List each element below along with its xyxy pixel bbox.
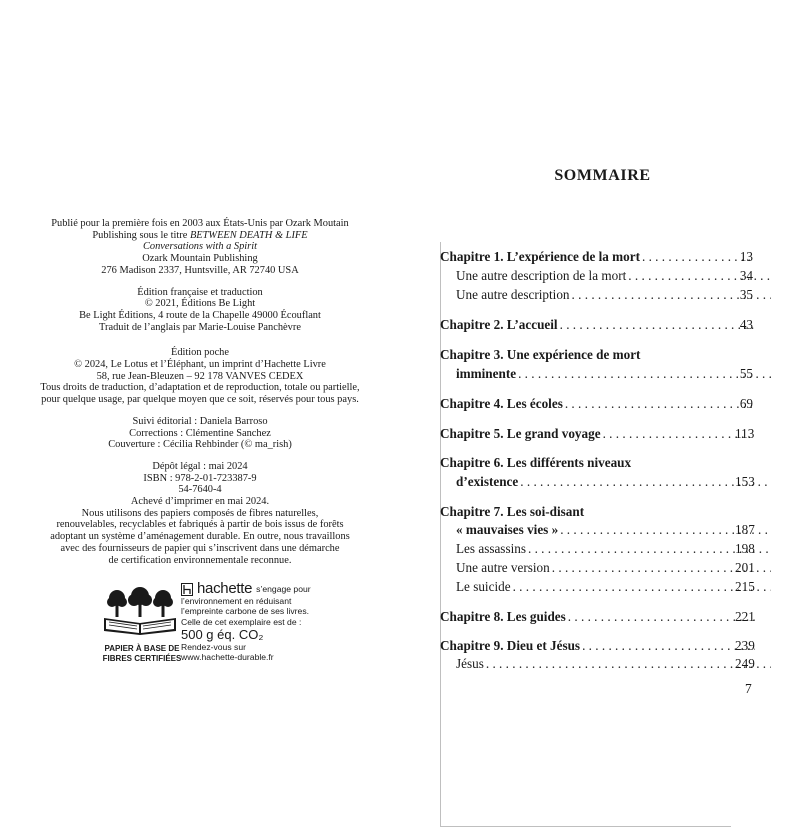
toc-entry-page: 239 bbox=[735, 638, 755, 653]
toc-entry-label: Chapitre 6. Les différents niveaux bbox=[440, 455, 632, 470]
toc-entry-page: 201 bbox=[735, 560, 755, 575]
toc-entry-page: 221 bbox=[735, 609, 755, 624]
toc-entry-chapter-6[interactable] bbox=[440, 455, 755, 471]
toc-title: SOMMAIRE bbox=[554, 167, 651, 184]
hachette-header bbox=[181, 580, 331, 598]
toc-entry-label: Chapitre 5. Le grand voyage bbox=[440, 426, 601, 441]
french-edition-line: Édition française et traduction bbox=[137, 286, 263, 298]
toc-entry-label: Une autre description bbox=[456, 287, 570, 302]
hachette-engage-text: s’engage pour bbox=[256, 584, 311, 595]
legal-line: avec des fournisseurs de papier qui s’inscrivent dans une démarche bbox=[60, 542, 340, 554]
toc-entry-chapter-3-continued[interactable] bbox=[440, 366, 771, 382]
hachette-line: l’environnement en réduisant bbox=[181, 596, 292, 606]
toc-entry-page: 55 bbox=[739, 366, 753, 381]
pocket-edition-line: Édition poche bbox=[170, 347, 229, 359]
toc-entry-label: Chapitre 4. Les écoles bbox=[440, 396, 563, 411]
toc-entry-chapter-7-continued[interactable] bbox=[440, 522, 771, 538]
toc-entry-label: Jésus bbox=[456, 656, 484, 671]
toc-entry-chapter-3[interactable] bbox=[440, 347, 755, 363]
toc-entry-page: 198 bbox=[735, 541, 755, 556]
toc-entry-chapter-1[interactable] bbox=[440, 249, 755, 265]
toc-leader-dots bbox=[518, 474, 771, 490]
first-publication-line: Publié pour la première fois en 2003 aux États-Unis par Ozark Moutain bbox=[51, 218, 349, 229]
pocket-edition-line: Tous droits de traduction, d’adaptation et de reproduction, totale ou partielle, bbox=[40, 382, 360, 394]
page-number: 7 bbox=[745, 681, 752, 696]
legal-line: renouvelables, recyclables et fabriqués à partir de bois issus de forêts bbox=[56, 519, 344, 531]
toc-leader-dots bbox=[580, 638, 755, 654]
toc-entry-chapter-2[interactable] bbox=[440, 317, 755, 333]
toc-entry-chapter-5[interactable] bbox=[440, 426, 755, 442]
toc-entry-page: 43 bbox=[739, 317, 753, 332]
hachette-logo-icon bbox=[181, 583, 193, 596]
certified-fibre-trees-icon bbox=[100, 585, 180, 635]
first-publication-line: Publishing sous le titre BETWEEN DEATH & LIFE bbox=[92, 229, 308, 241]
toc-entry-label: Chapitre 2. L’accueil bbox=[440, 317, 558, 332]
toc-leader-dots bbox=[511, 579, 771, 595]
toc-entry-label: Les assassins bbox=[456, 541, 526, 556]
credit-line: Couverture : Cécilia Rehbinder (© ma_rish) bbox=[108, 439, 292, 451]
french-edition-line: © 2021, Éditions Be Light bbox=[144, 298, 256, 310]
toc-entry-subsection[interactable] bbox=[440, 268, 771, 284]
hachette-environment-note bbox=[181, 580, 331, 663]
pocket-edition-line: 58, rue Jean-Bleuzen – 92 178 VANVES CEDEX bbox=[96, 370, 304, 382]
original-publisher: Ozark Mountain Publishing bbox=[142, 253, 258, 265]
toc-entry-chapter-7[interactable] bbox=[440, 504, 755, 520]
toc-entry-page: 187 bbox=[735, 522, 755, 537]
toc-entry-chapter-4[interactable] bbox=[440, 396, 755, 412]
toc-entry-label: Une autre description de la mort bbox=[456, 268, 627, 283]
toc-entry-label: Chapitre 7. Les soi-disant bbox=[440, 504, 585, 519]
copyright-page bbox=[30, 218, 370, 576]
legal-info bbox=[30, 461, 370, 566]
toc-leader-dots bbox=[484, 656, 771, 672]
original-subtitle: Conversations with a Spirit bbox=[142, 241, 258, 253]
credit-line: Corrections : Clémentine Sanchez bbox=[129, 427, 271, 439]
toc-entry-label: Chapitre 3. Une expérience de mort bbox=[440, 347, 641, 362]
eco-label-caption bbox=[92, 644, 192, 663]
toc-entry-page: 13 bbox=[739, 249, 753, 264]
toc-entry-page: 35 bbox=[739, 287, 753, 302]
hachette-wordmark: hachette bbox=[197, 580, 253, 598]
toc-entry-page: 34 bbox=[739, 268, 753, 283]
toc-entry-label: imminente bbox=[456, 366, 517, 381]
toc-entry-label: Chapitre 9. Dieu et Jésus bbox=[440, 638, 581, 653]
eco-label-line: FIBRES CERTIFIÉES bbox=[102, 653, 182, 663]
hachette-website: www.hachette-durable.fr bbox=[181, 652, 274, 663]
original-title: BETWEEN DEATH & LIFE bbox=[189, 229, 308, 241]
toc-entry-page: 153 bbox=[735, 474, 755, 489]
legal-line: Nous utilisons des papiers composés de fibres naturelles, bbox=[81, 507, 319, 519]
pocket-edition-line: © 2024, Le Lotus et l’Éléphant, un imprint d’Hachette Livre bbox=[74, 359, 326, 371]
toc-entry-label: Le suicide bbox=[456, 579, 511, 594]
toc-entry-page: 113 bbox=[735, 426, 755, 441]
carbon-footprint-value: 500 g éq. CO₂ bbox=[181, 626, 264, 642]
credit-line: Suivi éditorial : Daniela Barroso bbox=[132, 415, 268, 427]
toc-entry-chapter-9[interactable] bbox=[440, 638, 755, 654]
french-edition-line: Traduit de l’anglais par Marie-Louise Panchèvre bbox=[99, 321, 301, 333]
legal-line: adoptant un système d’aménagement durable. En outre, nous travaillons bbox=[50, 531, 350, 543]
toc-entry-subsection[interactable] bbox=[440, 287, 771, 303]
original-publisher-address: 276 Madison 2337, Huntsville, AR 72740 USA bbox=[101, 264, 299, 276]
toc-leader-dots bbox=[563, 396, 755, 412]
toc-entry-chapter-6-continued[interactable] bbox=[440, 474, 771, 490]
hachette-footer-line: Rendez-vous sur bbox=[181, 641, 246, 652]
first-publication bbox=[30, 218, 370, 277]
toc-entry-page: 69 bbox=[739, 396, 753, 411]
toc-entry-chapter-8[interactable] bbox=[440, 609, 755, 625]
toc-entry-page: 249 bbox=[735, 656, 755, 671]
credits bbox=[30, 416, 370, 451]
legal-line: Dépôt légal : mai 2024 bbox=[152, 460, 248, 472]
french-edition-line: Be Light Éditions, 4 route de la Chapelle 49000 Écouflant bbox=[79, 309, 321, 321]
hachette-line: l’empreinte carbone de ses livres. bbox=[181, 606, 310, 617]
toc-entry-subsection[interactable] bbox=[440, 656, 771, 672]
legal-line: 54-7640-4 bbox=[178, 484, 222, 496]
toc-entry-label: d’existence bbox=[456, 474, 519, 489]
toc-entry-page: 215 bbox=[735, 579, 755, 594]
pocket-edition-line: pour quelque usage, par quelque moyen que ce soit, réservés pour tous pays. bbox=[41, 394, 359, 406]
pocket-edition bbox=[30, 347, 370, 406]
toc-entry-label: Chapitre 8. Les guides bbox=[440, 609, 566, 624]
toc-leader-dots bbox=[566, 609, 755, 625]
toc-entry-label: « mauvaises vies » bbox=[456, 522, 559, 537]
toc-leader-dots bbox=[558, 317, 755, 333]
hachette-line: Celle de cet exemplaire est de : bbox=[181, 616, 302, 627]
toc-entry-subsection[interactable] bbox=[440, 560, 771, 576]
toc-leader-dots bbox=[601, 426, 755, 442]
french-edition bbox=[30, 287, 370, 334]
legal-line: ISBN : 978-2-01-723387-9 bbox=[143, 472, 257, 484]
toc-entry-label: Une autre version bbox=[456, 560, 550, 575]
toc-entry-label: Chapitre 1. L’expérience de la mort bbox=[440, 249, 640, 264]
toc-leader-dots bbox=[516, 366, 771, 382]
legal-line: de certification environnementale reconnue. bbox=[108, 554, 292, 566]
eco-label-line: PAPIER À BASE DE bbox=[104, 644, 180, 653]
toc-entry-subsection[interactable] bbox=[440, 541, 771, 557]
legal-line: Achevé d’imprimer en mai 2024. bbox=[130, 496, 270, 508]
toc-entry-subsection[interactable] bbox=[440, 579, 771, 595]
